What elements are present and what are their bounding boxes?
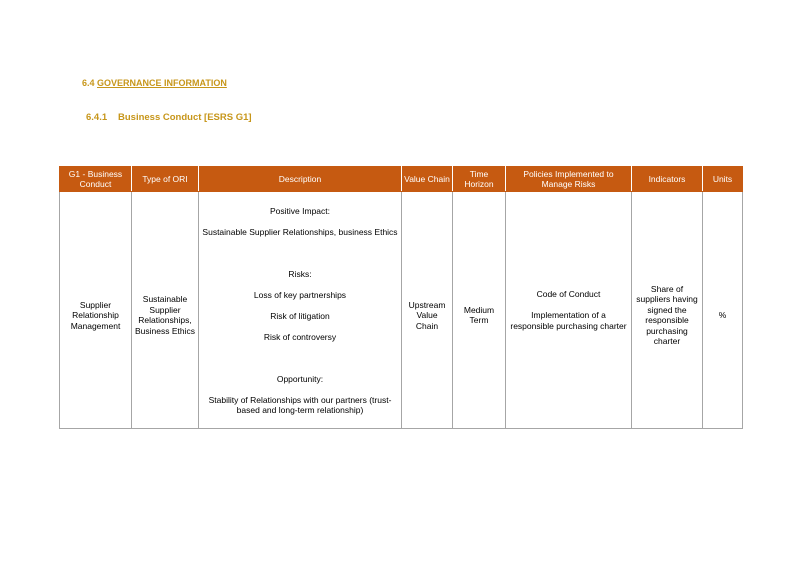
opportunity-heading: Opportunity: <box>276 373 324 384</box>
header-description: Description <box>199 167 402 192</box>
spacer <box>202 248 398 259</box>
table-header-row <box>60 167 743 192</box>
g1-value: Supplier Relationship Management <box>70 299 121 331</box>
header-policies: Policies Implemented to Manage Risks <box>506 167 632 192</box>
section-heading <box>82 78 227 88</box>
opportunity-text: Stability of Relationships with our partners (trust-based and long-term relationship) <box>208 394 392 415</box>
policy-item: Code of Conduct <box>536 289 601 299</box>
risk-item: Loss of key partnerships <box>253 289 347 300</box>
header-type-of-ori: Type of ORI <box>132 167 199 192</box>
indicators-value: Share of suppliers having signed the responsible purchasing charter <box>636 283 698 347</box>
subsection-title: Business Conduct [ESRS G1] <box>118 112 252 123</box>
subsection-number: 6.4.1 <box>86 112 108 123</box>
cell-indicators <box>632 192 703 429</box>
positive-impact-heading: Positive Impact: <box>270 205 330 216</box>
risk-item: Risk of controversy <box>263 331 337 342</box>
cell-time-horizon <box>453 192 506 429</box>
section-title: GOVERNANCE INFORMATION <box>97 78 227 88</box>
cell-g1 <box>60 192 132 429</box>
cell-units <box>703 192 743 429</box>
positive-impact-text: Sustainable Supplier Relationships, business Ethics <box>202 226 398 237</box>
spacer <box>202 353 398 364</box>
header-units: Units <box>703 167 743 192</box>
header-value-chain: Value Chain <box>402 167 453 192</box>
cell-type-ori <box>132 192 199 429</box>
header-g1-business-conduct: G1 - Business Conduct <box>60 167 132 192</box>
units-value: % <box>718 310 727 320</box>
cell-policies <box>506 192 632 429</box>
section-number: 6.4 <box>82 78 95 88</box>
cell-value-chain <box>402 192 453 429</box>
risk-item: Risk of litigation <box>270 310 330 321</box>
policy-item: Implementation of a responsible purchasing charter <box>510 310 627 331</box>
risks-heading: Risks: <box>288 268 312 279</box>
header-time-horizon: Time Horizon <box>453 167 506 192</box>
subsection-heading <box>86 112 252 123</box>
header-indicators: Indicators <box>632 167 703 192</box>
value-chain-value: Upstream Value Chain <box>408 299 446 331</box>
time-horizon-value: Medium Term <box>463 304 495 326</box>
table-row <box>60 192 743 429</box>
business-conduct-table <box>59 166 743 429</box>
cell-description <box>199 192 402 429</box>
type-ori-value: Sustainable Supplier Relationships, Business Ethics <box>135 294 195 336</box>
